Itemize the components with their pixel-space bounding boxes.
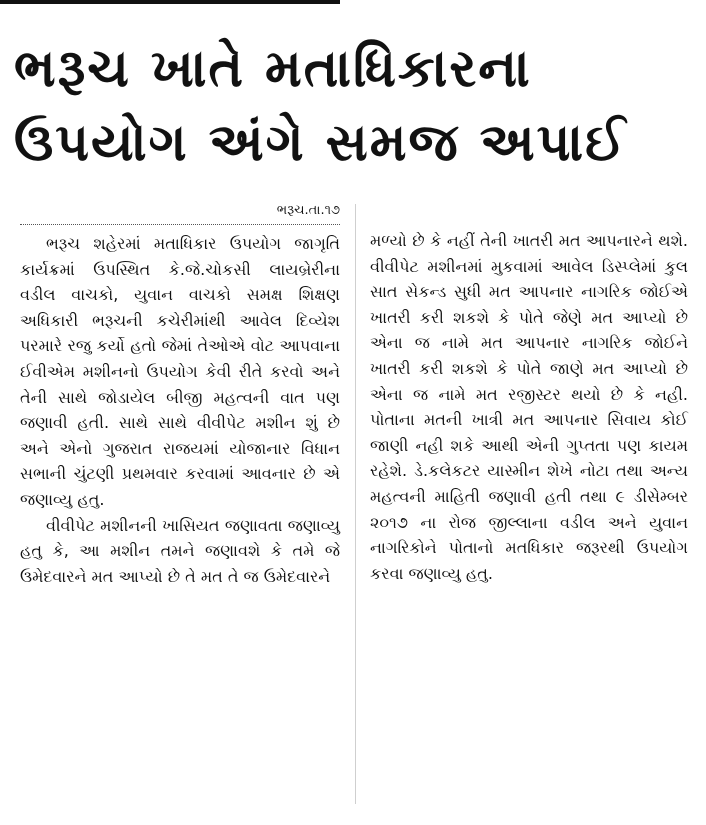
headline-line-2: ઉપયોગ અંગે સમજ અપાઈ xyxy=(14,113,628,173)
headline-line-1: ભરૂચ ખાતે મતાધિકારના xyxy=(14,39,532,99)
body-paragraph-1: ભરૂચ શહેરમાં મતાધિકાર ઉપયોગ જાગૃતિ કાર્યક્રમાં ઉપસ્થિત કે.જે.ચોકસી લાયબ્રેરીના વડીલ વાચકો, યુવાન વાચકો સમક્ષ શિક્ષણ અધિકારી ભરૂચની કચેરીમાંથી આવેલ દિવ્યેશ પરમારે રજુ કર્યો હતો જેમાં તેઓએ વોટ આપવાના ઈવીએમ મશીનનો ઉપયોગ કેવી રીતે કરવો અને તેની સાથે જોડાયેલ બીજી મહત્વની વાત પણ જણાવી હતી. સાથે સાથે વીવીપેટ મશીન શું છે અને એનો ગુજરાત રાજયમાં યોજાનાર વિધાન સભાની ચુંટણી પ્રથમવાર કરવામાં આવનાર છે એ જણાવ્યુ હતુ. xyxy=(20,234,340,509)
top-rule xyxy=(0,0,340,4)
column-divider xyxy=(355,204,356,804)
article-column-right xyxy=(370,228,688,586)
body-paragraph-3: મળ્યો છે કે નહીં તેની ખાતરી મત આપનારને થશે. વીવીપેટ મશીનમાં મુકવામાં આવેલ ડિસ્પ્લેમાં કુલ સાત સેકન્ડ સુધી મત આપનાર નાગરિક જોઈએ ખાતરી કરી શકશે કે પોતે જેણે મત આપ્યો છે એના જ નામે મત આપનાર નાગરિક જોઈને ખાતરી કરી શકશે કે પોતે જાણે મત આપ્યો છે એના જ નામે મત રજીસ્ટર થયો છે કે નહી. પોતાના મતની ખાત્રી મત આપનાર સિવાય કોઈ જાણી નહી શકે આથી એની ગુપ્તતા પણ કાયમ રહેશે. ડે.કલેકટર યાસ્મીન શેખે નોટા તથા અન્ય મહત્વની માહિતી જણાવી હતી તથા ૯ ડીસેમ્બર ૨૦૧૭ ના રોજ જીલ્લાના વડીલ અને યુવાન નાગરિકોને પોતાનો મતધિકાર જરૂરથી ઉપયોગ કરવા જણાવ્યુ હતુ. xyxy=(370,231,688,583)
dateline: ભરૂચ.તા.૧૭ xyxy=(20,202,340,225)
body-paragraph-2: વીવીપેટ મશીનની ખાસિયત જણાવતા જણાવ્યુ હતુ કે, આ મશીન તમને જણાવશે કે તમે જે ઉમેદવારને મત આપ્યો છે તે મત તે જ ઉમેદવારને xyxy=(20,515,340,586)
article-headline xyxy=(14,32,694,180)
article-column-left xyxy=(20,202,340,589)
